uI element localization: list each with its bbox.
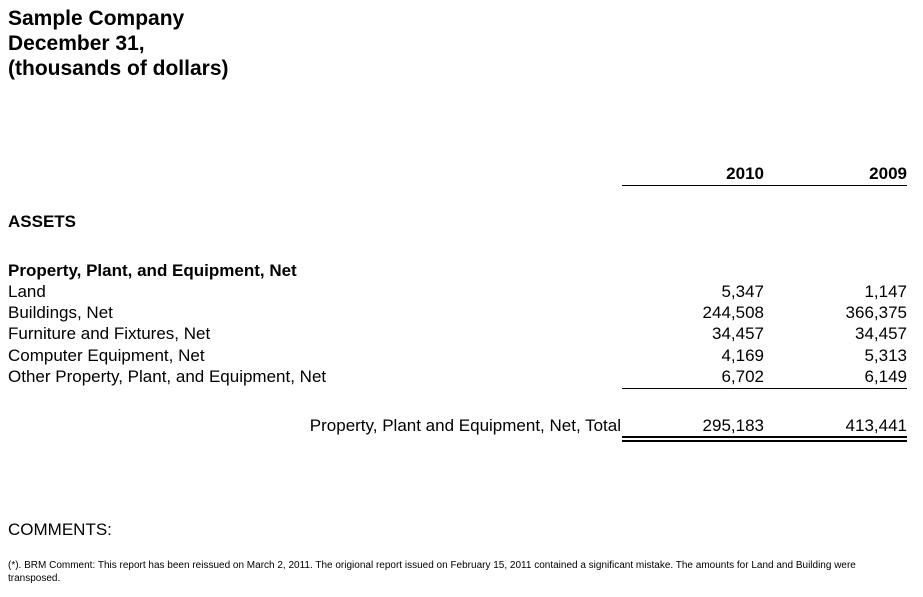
assets-heading: ASSETS	[8, 212, 77, 231]
row-value-2009: 34,457	[855, 324, 907, 343]
row-value-2010: 34,457	[712, 324, 764, 343]
header-rule	[622, 185, 907, 186]
table-row	[8, 366, 907, 387]
table-row	[8, 323, 907, 344]
total-row	[8, 415, 907, 436]
row-label: Land	[8, 282, 46, 301]
table-row	[8, 302, 907, 323]
total-label: Property, Plant and Equipment, Net, Total	[309, 416, 621, 435]
row-value-2010: 5,347	[721, 282, 764, 301]
row-value-2010: 4,169	[721, 346, 764, 365]
column-header-2009: 2009	[869, 164, 907, 183]
row-value-2009: 5,313	[864, 346, 907, 365]
row-value-2010: 6,702	[721, 367, 764, 386]
company-name: Sample Company	[8, 7, 185, 30]
row-value-2009: 6,149	[864, 367, 907, 386]
row-label: Furniture and Fixtures, Net	[8, 324, 211, 343]
total-value-2010: 295,183	[702, 416, 764, 435]
row-label: Buildings, Net	[8, 303, 113, 322]
section-title: Property, Plant, and Equipment, Net	[8, 261, 297, 280]
subtotal-rule	[622, 388, 907, 389]
comments-heading: COMMENTS:	[8, 520, 112, 539]
table-row	[8, 281, 907, 302]
row-value-2009: 1,147	[864, 282, 907, 301]
row-label: Computer Equipment, Net	[8, 346, 205, 365]
report-header	[8, 6, 229, 81]
table-row	[8, 345, 907, 366]
row-label: Other Property, Plant, and Equipment, Net	[8, 367, 327, 386]
report-date: December 31,	[8, 32, 145, 55]
total-double-rule-upper	[622, 436, 907, 438]
total-value-2009: 413,441	[845, 416, 907, 435]
report-units: (thousands of dollars)	[8, 57, 229, 80]
row-value-2009: 366,375	[845, 303, 907, 322]
comment-text: (*). BRM Comment: This report has been reissued on March 2, 2011. The origional report issued on February 15, 2011 contained a significant mistake. The amounts for Land and Building were transposed.	[8, 560, 856, 584]
column-header-2010: 2010	[726, 164, 764, 183]
total-double-rule-lower	[622, 440, 907, 442]
row-value-2010: 244,508	[702, 303, 764, 322]
